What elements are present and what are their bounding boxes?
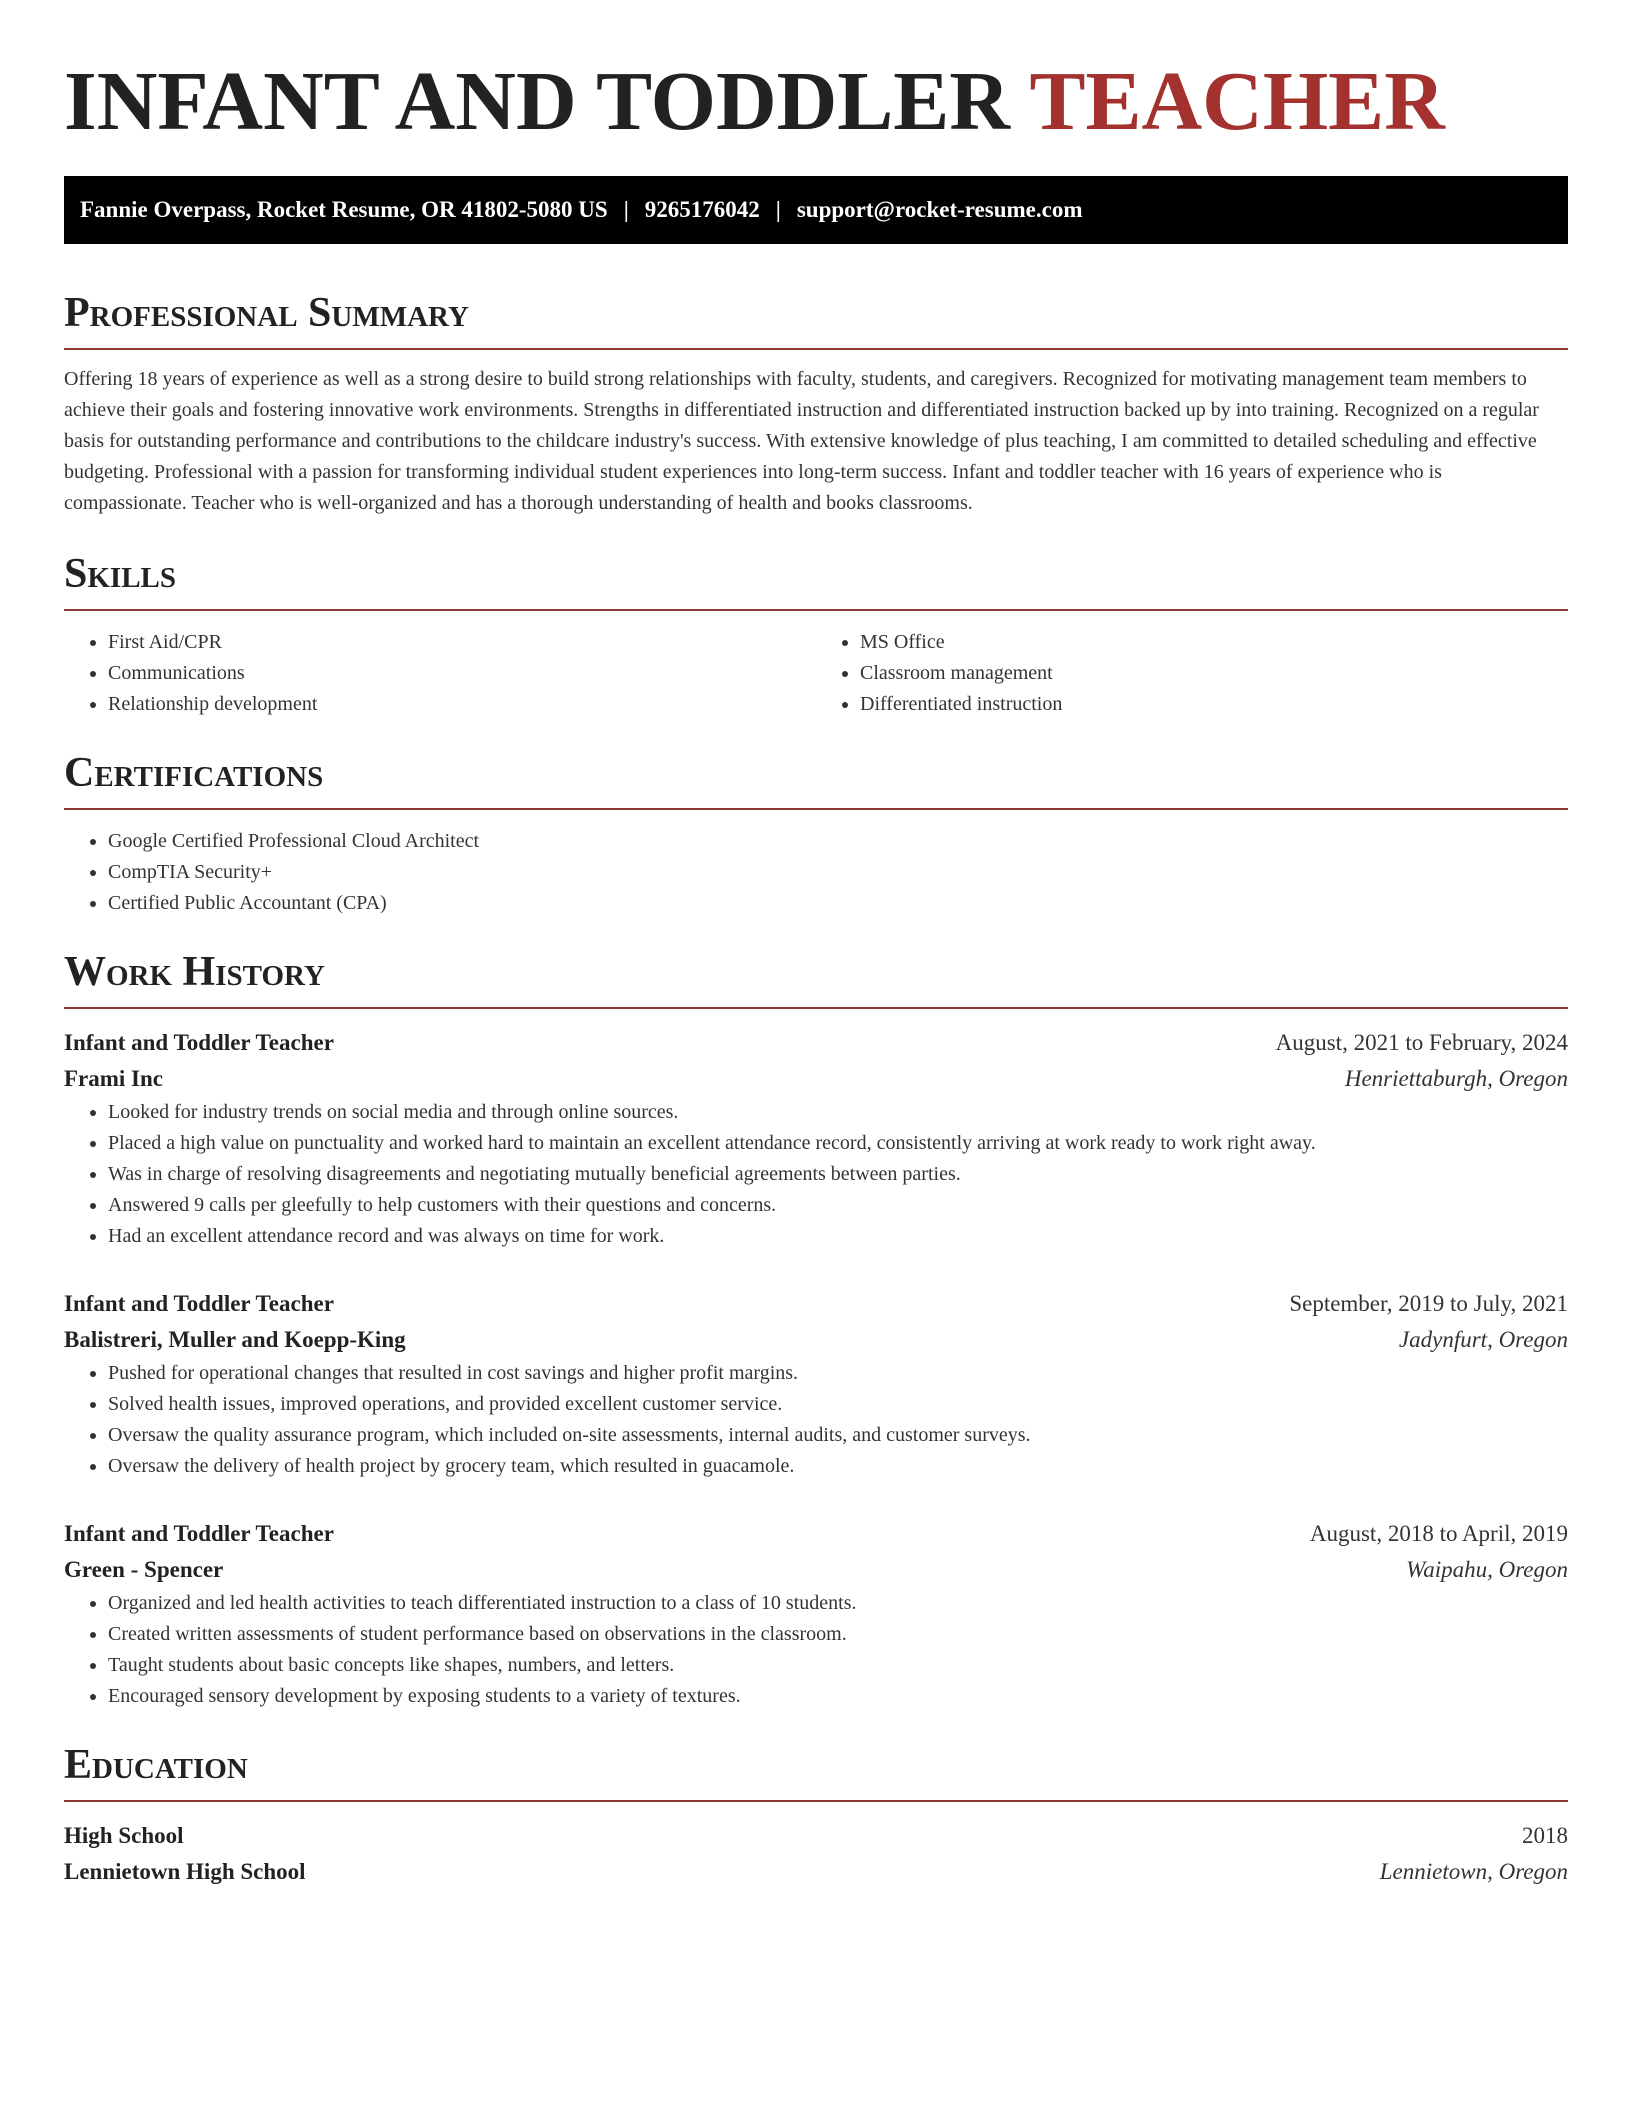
education-school: Lennietown High School: [64, 1859, 306, 1884]
skills-list-left: [64, 627, 816, 720]
job-bullet: • Solved health issues, improved operations, and provided excellent customer service.: [108, 1389, 1568, 1420]
job-header-row: [64, 1516, 1568, 1552]
education-section: [64, 1740, 1568, 1890]
education-header-row: [64, 1818, 1568, 1854]
section-divider: [64, 348, 1568, 350]
job-bullets: [64, 1358, 1568, 1482]
contact-phone: 9265176042: [644, 197, 760, 222]
skills-section: [64, 549, 1568, 720]
job-bullet: • Taught students about basic concepts like shapes, numbers, and letters.: [108, 1650, 1568, 1681]
skill-item: • First Aid/CPR: [108, 627, 816, 658]
section-divider: [64, 1007, 1568, 1009]
job-entry: [64, 1025, 1568, 1252]
skill-item: • Differentiated instruction: [860, 689, 1568, 720]
job-bullet: • Encouraged sensory development by exposing students to a variety of textures.: [108, 1681, 1568, 1712]
job-location: Waipahu, Oregon: [1406, 1557, 1568, 1582]
summary-section: [64, 288, 1568, 519]
job-dates: August, 2018 to April, 2019: [1309, 1521, 1568, 1546]
work-history-heading: Work History: [64, 949, 325, 995]
job-dates: September, 2019 to July, 2021: [1289, 1291, 1568, 1316]
job-company-row: [64, 1322, 1568, 1358]
job-location: Jadynfurt, Oregon: [1398, 1327, 1568, 1352]
certification-item: • Google Certified Professional Cloud Architect: [108, 826, 1568, 857]
job-bullet: • Looked for industry trends on social media and through online sources.: [108, 1097, 1568, 1128]
skill-item: • Classroom management: [860, 658, 1568, 689]
job-company-row: [64, 1061, 1568, 1097]
skills-list-right: [816, 627, 1568, 720]
skills-heading: Skills: [64, 551, 177, 597]
job-bullet: • Organized and led health activities to teach differentiated instruction to a class of 10 students.: [108, 1588, 1568, 1619]
education-location: Lennietown, Oregon: [1379, 1859, 1568, 1884]
job-header-row: [64, 1286, 1568, 1322]
job-bullets: [64, 1588, 1568, 1712]
job-company: Frami Inc: [64, 1066, 164, 1091]
contact-separator: |: [775, 197, 781, 222]
job-bullet: • Created written assessments of student performance based on observations in the classroom.: [108, 1619, 1568, 1650]
skill-item: • Relationship development: [108, 689, 816, 720]
summary-text: Offering 18 years of experience as well as a strong desire to build strong relationships with faculty, students, and caregivers. Recognized for motivating management team members to achieve their goals and fostering innovative work environments. Strengths in differentiated instruction and differentiated instruction backed up by into training. Recognized on a regular basis for outstanding performance and contributions to the childcare industry's success. With extensive knowledge of plus teaching, I am committed to detailed scheduling and effective budgeting. Professional with a passion for transforming individual student experiences into long-term success. Infant and toddler teacher with 16 years of experience who is compassionate. Teacher who is well-organized and has a thorough understanding of health and books classrooms.: [64, 368, 1539, 514]
job-bullet: • Oversaw the quality assurance program, which included on-site assessments, internal audits, and customer surveys.: [108, 1420, 1568, 1451]
job-bullet: • Pushed for operational changes that resulted in cost savings and higher profit margins.: [108, 1358, 1568, 1389]
job-header-row: [64, 1025, 1568, 1061]
job-bullet: • Answered 9 calls per gleefully to help customers with their questions and concerns.: [108, 1190, 1568, 1221]
job-title: Infant and Toddler Teacher: [64, 1521, 334, 1546]
job-company: Balistreri, Muller and Koepp-King: [64, 1327, 406, 1352]
section-divider: [64, 609, 1568, 611]
certifications-list: [64, 826, 1568, 919]
job-location: Henriettaburgh, Oregon: [1344, 1066, 1568, 1091]
job-bullets: [64, 1097, 1568, 1252]
job-entry: [64, 1286, 1568, 1482]
section-divider: [64, 1800, 1568, 1802]
contact-address: Fannie Overpass, Rocket Resume, OR 41802-5080 US: [80, 197, 608, 222]
job-title: Infant and Toddler Teacher: [64, 1030, 334, 1055]
job-dates: August, 2021 to February, 2024: [1275, 1030, 1568, 1055]
job-company-row: [64, 1552, 1568, 1588]
job-bullet: • Placed a high value on punctuality and worked hard to maintain an excellent attendance record, consistently arriving at work ready to work right away.: [108, 1128, 1568, 1159]
education-school-row: [64, 1854, 1568, 1890]
job-company: Green - Spencer: [64, 1557, 224, 1582]
job-bullet: • Oversaw the delivery of health project by grocery team, which resulted in guacamole.: [108, 1451, 1568, 1482]
job-bullet: • Had an excellent attendance record and was always on time for work.: [108, 1221, 1568, 1252]
title-accent: TEACHER: [1029, 55, 1445, 148]
job-entry: [64, 1516, 1568, 1712]
title-main: INFANT AND TODDLER: [64, 55, 1030, 148]
resume-title: [64, 52, 1568, 152]
certification-item: • Certified Public Accountant (CPA): [108, 888, 1568, 919]
education-year: 2018: [1522, 1823, 1568, 1848]
job-bullet: • Was in charge of resolving disagreements and negotiating mutually beneficial agreements between parties.: [108, 1159, 1568, 1190]
work-history-section: [64, 947, 1568, 1712]
education-degree: High School: [64, 1823, 184, 1848]
education-entry: [64, 1818, 1568, 1890]
skills-grid: [64, 627, 1568, 720]
certification-item: • CompTIA Security+: [108, 857, 1568, 888]
section-divider: [64, 808, 1568, 810]
contact-email: support@rocket-resume.com: [796, 197, 1083, 222]
summary-heading: Professional Summary: [64, 290, 469, 336]
skill-item: • Communications: [108, 658, 816, 689]
skill-item: • MS Office: [860, 627, 1568, 658]
certifications-section: [64, 748, 1568, 919]
certifications-heading: Certifications: [64, 750, 324, 796]
job-title: Infant and Toddler Teacher: [64, 1291, 334, 1316]
contact-separator: |: [623, 197, 629, 222]
education-heading: Education: [64, 1742, 248, 1788]
contact-bar: [64, 176, 1568, 244]
